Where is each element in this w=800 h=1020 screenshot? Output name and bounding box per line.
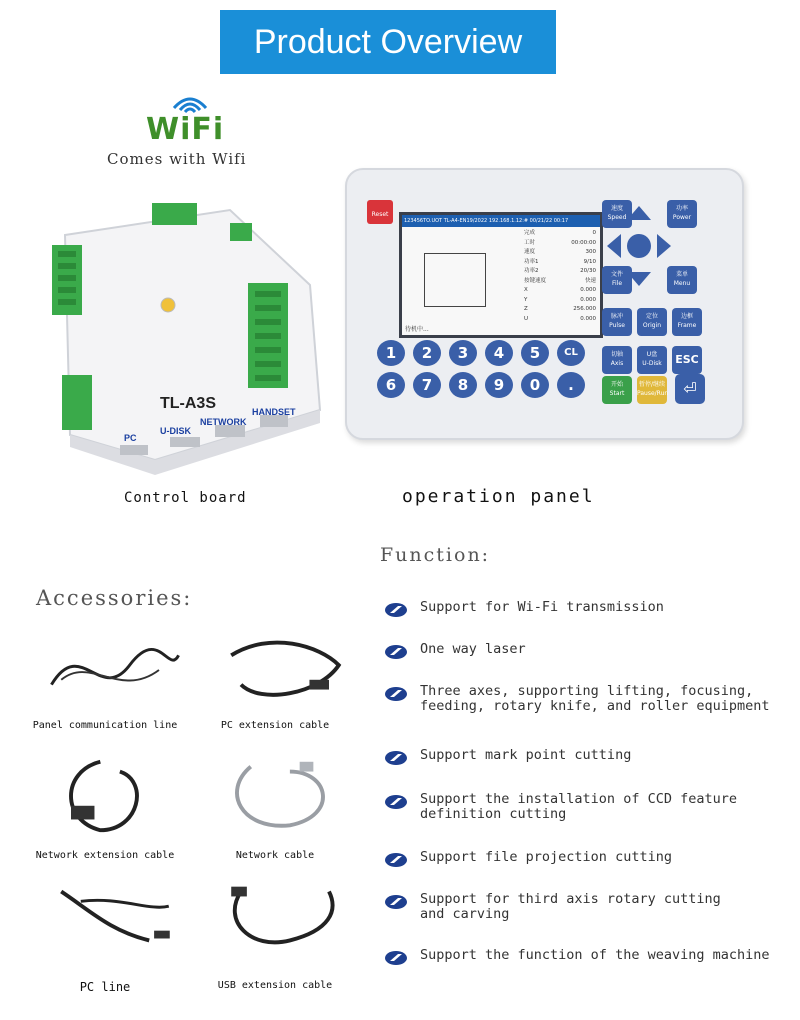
lcd-row [524, 248, 596, 258]
accessory-label: PC line [79, 980, 131, 994]
function-bullet-icon [384, 794, 408, 810]
lcd-status: 待机中... [405, 326, 429, 333]
numeric-key: 2 [413, 340, 441, 366]
lcd-row-label: Y [524, 296, 528, 303]
lcd-row-label: 功率1 [524, 258, 539, 265]
lcd-row [524, 267, 596, 277]
lcd-row-value: 0.000 [580, 287, 596, 293]
function-bullet-icon [384, 750, 408, 766]
key-cn-label: 功率 [675, 205, 688, 212]
board-model: TL-A3S [160, 395, 216, 412]
lcd-row-value: 20/30 [580, 268, 596, 274]
accessory-label: USB extension cable [217, 980, 333, 991]
function-title: Function: [380, 544, 491, 566]
function-bullet-icon [384, 950, 408, 966]
function-item-text: One way laser [420, 641, 526, 657]
function-bullet-icon [384, 686, 408, 702]
panel-key-origin [637, 308, 667, 336]
panel-key-pauserun [637, 376, 667, 404]
key-cn-label: 脉冲 [610, 313, 623, 320]
control-board-caption: Control board [124, 490, 247, 506]
numeric-key: 7 [413, 372, 441, 398]
lcd-preview-frame [424, 253, 486, 307]
key-en-label: File [611, 280, 623, 287]
lcd-readout [524, 229, 596, 324]
accessory-label: Network extension cable [35, 850, 175, 861]
panel-key-axis [602, 346, 632, 374]
wifi-logo: WiFi [146, 112, 225, 147]
accessory-label: PC extension cable [220, 720, 330, 731]
lcd-header: 123456TO.UOT TL-A4-EN19/2022 192.168.1.12:# 00/21/22 00:17 [402, 215, 600, 227]
panel-key-power [667, 200, 697, 228]
key-en-label: Pulse [609, 322, 625, 329]
operation-panel-caption: operation panel [402, 486, 595, 507]
lcd-row [524, 286, 596, 296]
function-item-text: Three axes, supporting lifting, focusing, feeding, rotary knife, and roller equipment [420, 683, 770, 714]
key-en-label: U-Disk [642, 360, 662, 367]
accessory-cable-image [40, 626, 190, 714]
port-pc-label: PC [124, 433, 137, 443]
control-board-image [40, 195, 330, 485]
accessory-cable-image [40, 752, 190, 840]
panel-key-pulse [602, 308, 632, 336]
key-cn-label: U盘 [646, 351, 658, 358]
numeric-key: 6 [377, 372, 405, 398]
lcd-row [524, 315, 596, 325]
lcd-row-label: 按键速度 [524, 277, 547, 284]
lcd-row [524, 305, 596, 315]
accessory-label: Network cable [235, 850, 315, 861]
key-cn-label: 开始 [610, 381, 623, 388]
lcd-row [524, 229, 596, 239]
reset-key [367, 200, 393, 224]
lcd-row [524, 277, 596, 287]
function-item-text: Support file projection cutting [420, 849, 672, 865]
numeric-key: CL [557, 340, 585, 366]
key-en-label: Pause/Run [637, 390, 669, 397]
title-banner [220, 10, 556, 74]
port-udisk-label: U-DISK [160, 426, 191, 436]
key-cn-label: 切轴 [610, 351, 623, 358]
lcd-row-label: X [524, 287, 528, 293]
accessory-cable-image [210, 872, 360, 960]
numeric-key: . [557, 372, 585, 398]
accessory-label: Panel communication line [32, 720, 178, 731]
lcd-row-label: 工时 [524, 239, 536, 246]
function-item-text: Support the function of the weaving machine [420, 947, 770, 963]
enter-key: ⏎ [675, 374, 705, 404]
accessory-cable-image [210, 752, 360, 840]
page-title: Product Overview [253, 23, 523, 61]
numeric-key: 0 [521, 372, 549, 398]
function-bullet-icon [384, 602, 408, 618]
control-board-drawing [40, 195, 330, 485]
reset-key-label: Reset [371, 211, 389, 218]
panel-key-udisk [637, 346, 667, 374]
key-en-label: Frame [677, 322, 697, 329]
key-en-label: Start [609, 390, 625, 397]
lcd-screen [399, 212, 603, 338]
panel-key-start [602, 376, 632, 404]
key-cn-label: 文件 [610, 271, 623, 278]
key-cn-label: 速度 [610, 205, 623, 212]
lcd-row-label: Z [524, 306, 528, 312]
key-en-label: Power [672, 214, 692, 221]
lcd-row-value: 0.000 [580, 296, 596, 303]
key-cn-label: 边框 [680, 313, 693, 320]
lcd-row-value: 0.000 [580, 315, 596, 322]
lcd-row-value: 快速 [584, 277, 596, 284]
lcd-row-value: 9/10 [583, 258, 596, 265]
function-bullet-icon [384, 852, 408, 868]
key-cn-label: 暂停/继续 [638, 381, 666, 388]
lcd-row-label: 速度 [524, 249, 536, 255]
panel-key-frame [672, 308, 702, 336]
accessory-cable-image [40, 872, 190, 960]
port-network-label: NETWORK [200, 417, 247, 427]
lcd-row-value: 0 [592, 230, 596, 236]
key-en-label: ESC [675, 353, 699, 366]
function-item-text: Support for Wi-Fi transmission [420, 599, 664, 615]
lcd-row-value: 300 [585, 249, 596, 255]
numeric-key: 4 [485, 340, 513, 366]
lcd-row-value: 00:00:00 [571, 239, 596, 246]
lcd-row [524, 258, 596, 268]
numeric-key: 1 [377, 340, 405, 366]
key-en-label: Speed [607, 214, 627, 221]
lcd-row-label: 完成 [524, 230, 536, 236]
panel-key-speed [602, 200, 632, 228]
panel-key-esc [672, 346, 702, 374]
function-item-text: Support mark point cutting [420, 747, 632, 763]
wifi-subtitle: Comes with Wifi [107, 150, 247, 168]
numeric-key: 8 [449, 372, 477, 398]
numeric-key: 3 [449, 340, 477, 366]
key-en-label: Menu [673, 280, 691, 287]
key-cn-label: 菜单 [675, 271, 688, 278]
accessories-title: Accessories: [36, 586, 193, 610]
panel-key-menu [667, 266, 697, 294]
lcd-row [524, 239, 596, 249]
function-bullet-icon [384, 644, 408, 660]
key-en-label: Axis [610, 360, 624, 367]
numeric-key: 9 [485, 372, 513, 398]
function-item-text: Support for third axis rotary cutting and carving [420, 891, 721, 922]
function-bullet-icon [384, 894, 408, 910]
operation-panel-image [345, 168, 744, 440]
key-en-label: Origin [642, 322, 662, 329]
panel-key-file [602, 266, 632, 294]
lcd-row-label: 功率2 [524, 268, 539, 274]
function-item-text: Support the installation of CCD feature definition cutting [420, 791, 737, 822]
accessory-cable-image [210, 626, 360, 714]
lcd-row-value: 256.000 [573, 306, 596, 312]
lcd-row [524, 296, 596, 306]
numeric-key: 5 [521, 340, 549, 366]
lcd-row-label: U [524, 315, 529, 322]
key-cn-label: 定位 [645, 313, 658, 320]
port-handset-label: HANDSET [252, 407, 296, 417]
